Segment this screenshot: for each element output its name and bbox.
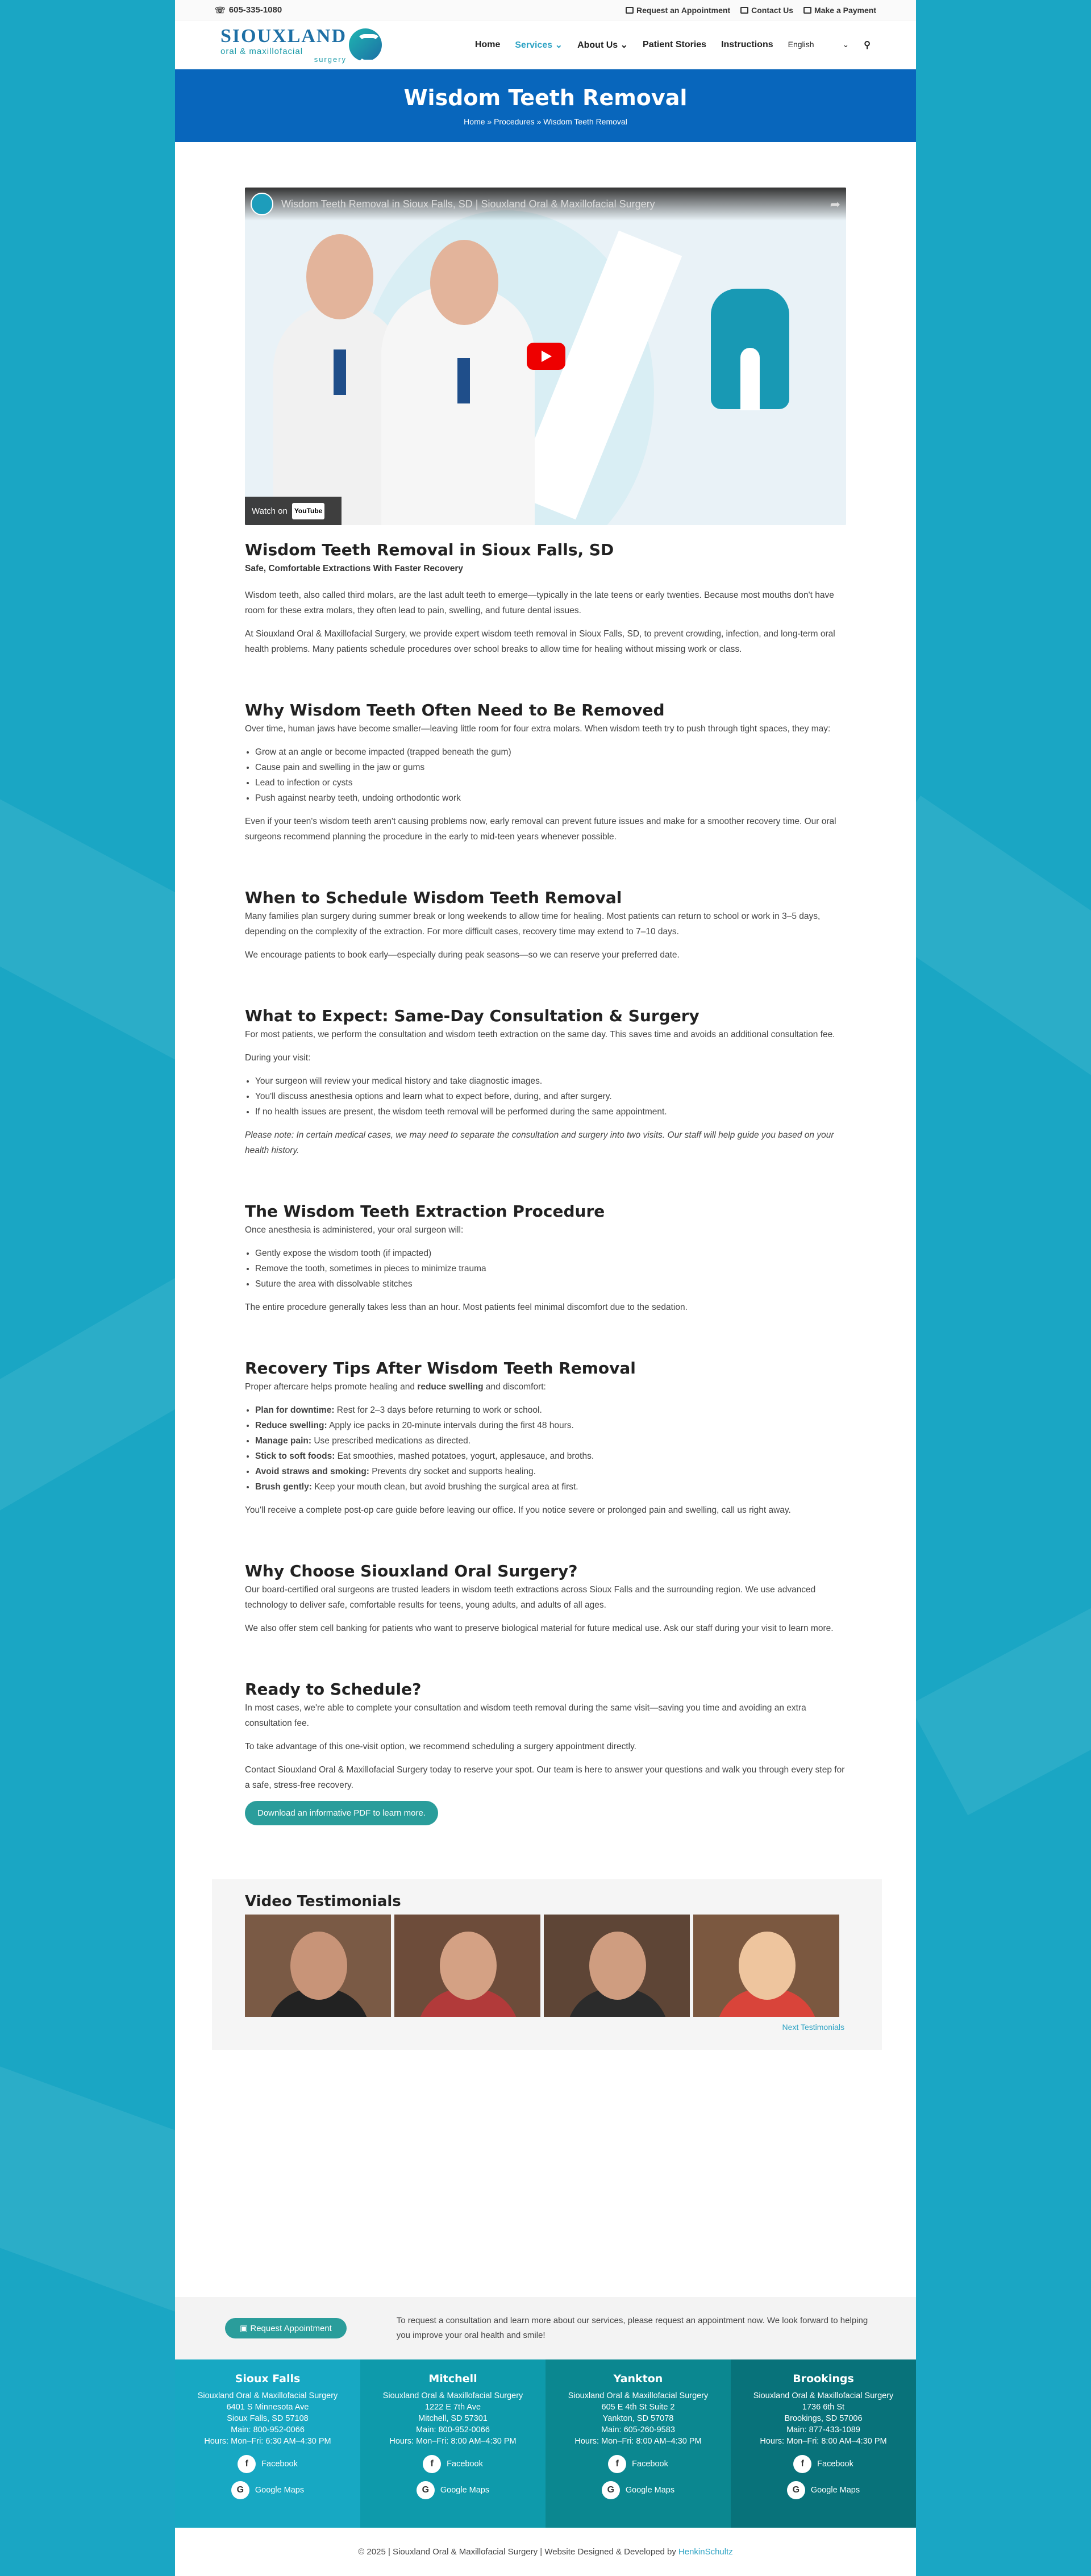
search-icon[interactable]: ⚲	[864, 40, 871, 50]
top-bar	[175, 0, 916, 20]
facebook-icon: f	[423, 2455, 441, 2473]
paragraph: Our board-certified oral surgeons are trusted leaders in wisdom teeth extractions across Sioux Falls and the surrounding region. We use advanced technology to deliver safe, comfortable results for teens, young adults, and adults of all ages.	[245, 1585, 816, 1610]
chevron-down-icon: ⌄	[620, 40, 628, 50]
list-item	[255, 1418, 845, 1433]
text-run: Proper aftercare helps promote healing and	[245, 1382, 418, 1392]
location-yankton	[546, 2359, 731, 2528]
location-hours: Hours: Mon–Fri: 8:00 AM–4:30 PM	[760, 2437, 887, 2446]
location-address: 6401 S Minnesota Ave	[226, 2403, 309, 2412]
google-maps-link[interactable]	[175, 2481, 360, 2499]
nav-instructions[interactable]: Instructions	[721, 39, 773, 49]
google-icon: G	[231, 2481, 249, 2499]
breadcrumb[interactable]: Home » Procedures » Wisdom Teeth Removal	[464, 117, 627, 126]
surgeon-1-tie	[334, 349, 346, 395]
copyright-footer	[175, 2528, 916, 2576]
language-select[interactable]	[788, 40, 850, 49]
request-appointment-button-label: Request Appointment	[250, 2324, 332, 2333]
facebook-link[interactable]	[546, 2455, 731, 2473]
calendar-icon: ▣	[240, 2324, 248, 2333]
testimonials-title: Video Testimonials	[245, 1893, 401, 1910]
request-appointment-label: Request an Appointment	[636, 5, 731, 15]
bullet-list	[255, 744, 845, 806]
paragraph: We encourage patients to book early—especially during peak seasons—so we can reserve your preferred date.	[245, 950, 680, 960]
paragraph	[245, 1379, 845, 1395]
section-subtitle: Safe, Comfortable Extractions With Faster Recovery	[245, 564, 464, 573]
person-face	[440, 1932, 497, 2000]
location-address: 1736 6th St	[802, 2403, 845, 2412]
google-icon: G	[602, 2481, 620, 2499]
location-sioux-falls	[175, 2359, 360, 2528]
chevron-down-icon: ⌄	[555, 40, 563, 50]
google-maps-label: Google Maps	[440, 2486, 490, 2495]
testimonial-video-4[interactable]	[693, 1915, 839, 2017]
facebook-icon: f	[238, 2455, 256, 2473]
location-phone[interactable]: Main: 800-952-0066	[231, 2425, 305, 2434]
google-maps-label: Google Maps	[810, 2486, 860, 2495]
tip-key: Plan for downtime:	[255, 1405, 335, 1415]
tip-key: Stick to soft foods:	[255, 1451, 335, 1461]
location-phone[interactable]: Main: 800-952-0066	[416, 2425, 490, 2434]
download-pdf-button[interactable]: Download an informative PDF to learn more.	[245, 1801, 438, 1825]
testimonial-video-3[interactable]	[544, 1915, 690, 2017]
list-item: • Push against nearby teeth, undoing orthodontic work	[255, 790, 845, 806]
list-item	[255, 1449, 845, 1464]
play-button[interactable]	[527, 343, 565, 370]
logo-line-1: SIOUXLAND	[220, 25, 347, 47]
chevron-down-icon: ⌄	[842, 40, 850, 49]
google-maps-label: Google Maps	[255, 2486, 305, 2495]
facebook-link[interactable]	[731, 2455, 916, 2473]
make-payment-label: Make a Payment	[814, 5, 876, 15]
tip-value: Keep your mouth clean, but avoid brushing the surgical area at first.	[311, 1482, 578, 1492]
request-appointment-link[interactable]	[626, 6, 730, 15]
video-player[interactable]	[245, 188, 846, 525]
page-container	[175, 0, 916, 2576]
paragraph: For most patients, we perform the consultation and wisdom teeth extraction on the same day. This saves time and avoids an additional consultation fee.	[245, 1030, 835, 1039]
copyright-text: © 2025 | Siouxland Oral & Maxillofacial Surgery | Website Designed & Developed by	[358, 2547, 676, 2557]
location-name: Yankton	[613, 2373, 663, 2385]
cta-text: To request a consultation and learn more about our services, please request an appointment now. We look forward to helping you improve your oral health and smile!	[396, 2316, 868, 2340]
location-city: Brookings, SD 57006	[784, 2414, 863, 2423]
list-item	[255, 1479, 845, 1495]
paragraph: Even if your teen's wisdom teeth aren't causing problems now, early removal can prevent future issues and make for a smoother recovery time. Our oral surgeons recommend planning the procedure in the early to mid-teen years whenever possible.	[245, 817, 836, 842]
tooth-icon	[711, 289, 789, 409]
tip-value: Rest for 2–3 days before returning to work or school.	[334, 1405, 542, 1415]
testimonial-video-2[interactable]	[394, 1915, 540, 2017]
list-item	[255, 1433, 845, 1449]
location-brookings	[731, 2359, 916, 2528]
phone-icon: ☏	[215, 5, 226, 15]
facebook-label: Facebook	[817, 2460, 853, 2469]
list-item: • Lead to infection or cysts	[255, 775, 845, 790]
paragraph: Over time, human jaws have become smaller—leaving little room for four extra molars. When wisdom teeth try to push through tight spaces, they may:	[245, 724, 831, 734]
site-logo[interactable]	[220, 27, 382, 63]
watch-on-youtube-button[interactable]	[245, 497, 342, 525]
person-face	[739, 1932, 796, 2000]
location-name: Sioux Falls	[235, 2373, 301, 2385]
phone-link[interactable]	[215, 5, 282, 15]
tip-key: Avoid straws and smoking:	[255, 1467, 369, 1476]
location-name: Mitchell	[428, 2373, 477, 2385]
section-title-when-schedule: When to Schedule Wisdom Teeth Removal	[245, 888, 622, 907]
facebook-icon: f	[608, 2455, 626, 2473]
facebook-link[interactable]	[360, 2455, 546, 2473]
google-maps-link[interactable]	[360, 2481, 546, 2499]
facebook-label: Facebook	[261, 2460, 298, 2469]
google-maps-link[interactable]	[546, 2481, 731, 2499]
bullet-list	[255, 1246, 845, 1292]
location-phone[interactable]: Main: 877-433-1089	[786, 2425, 860, 2434]
location-mitchell	[360, 2359, 546, 2528]
nav-services-label: Services	[515, 40, 553, 50]
list-item: • Your surgeon will review your medical history and take diagnostic images.	[255, 1073, 845, 1089]
section-title-why-removed: Why Wisdom Teeth Often Need to Be Removed	[245, 701, 665, 719]
google-maps-label: Google Maps	[625, 2486, 675, 2495]
surgeon-1-face	[306, 234, 373, 319]
bullet-list	[255, 1073, 845, 1120]
facebook-icon: f	[793, 2455, 811, 2473]
watch-on-label: Watch on	[252, 506, 288, 516]
section-title-recovery: Recovery Tips After Wisdom Teeth Removal	[245, 1359, 636, 1378]
surgeon-2-tie	[457, 358, 470, 403]
tip-key: Brush gently:	[255, 1482, 312, 1492]
envelope-icon	[740, 7, 748, 14]
paragraph: We also offer stem cell banking for patients who want to preserve biological material for future medical use. Ask our staff during your visit to learn more.	[245, 1624, 834, 1633]
section-title-ready: Ready to Schedule?	[245, 1680, 422, 1699]
appointment-cta	[175, 2297, 916, 2359]
list-item: • Remove the tooth, sometimes in pieces to minimize trauma	[255, 1261, 845, 1276]
nav-services[interactable]	[515, 39, 563, 51]
paragraph: Many families plan surgery during summer break or long weekends to allow time for healing. Most patients can return to school or work in 3–5 days, depending on the complexity of the extraction. For more difficult cases, recovery time may extend to 7–10 days.	[245, 912, 821, 937]
nav-about-us[interactable]	[577, 39, 628, 51]
location-address: 1222 E 7th Ave	[424, 2403, 481, 2412]
paragraph: The entire procedure generally takes less than an hour. Most patients feel minimal discomfort due to the sedation.	[245, 1302, 688, 1312]
main-content	[175, 142, 916, 1825]
video-title-bar	[245, 188, 846, 220]
paragraph: Once anesthesia is administered, your oral surgeon will:	[245, 1225, 464, 1235]
page-title: Wisdom Teeth Removal	[403, 85, 688, 110]
paragraph: At Siouxland Oral & Maxillofacial Surgery, we provide expert wisdom teeth removal in Sioux Falls, SD, to prevent crowding, infection, and long-term oral health problems. Many patients schedule procedures over school breaks to allow time for healing without missing work or class.	[245, 629, 835, 654]
tip-value: Use prescribed medications as directed.	[311, 1436, 471, 1446]
location-practice: Siouxland Oral & Maxillofacial Surgery	[197, 2391, 338, 2400]
logo-line-3: surgery	[314, 55, 347, 64]
paragraph: Contact Siouxland Oral & Maxillofacial Surgery today to reserve your spot. Our team is here to answer your questions and walk you through every step for a safe, stress-free recovery.	[245, 1765, 845, 1790]
person-face	[290, 1932, 347, 2000]
location-phone[interactable]: Main: 605-260-9583	[601, 2425, 675, 2434]
paragraph: Wisdom teeth, also called third molars, are the last adult teeth to emerge—typically in the late teens or early twenties. Because most mouths don't have room for these extra molars, they often lead to pain, swelling, and future dental issues.	[245, 590, 834, 615]
tip-value: Prevents dry socket and supports healing.	[369, 1467, 536, 1476]
tip-value: Apply ice packs in 20-minute intervals during the first 48 hours.	[327, 1421, 574, 1430]
facebook-label: Facebook	[447, 2460, 483, 2469]
request-appointment-button[interactable]	[225, 2318, 347, 2338]
paragraph: To take advantage of this one-visit option, we recommend scheduling a surgery appointment directly.	[245, 1742, 636, 1751]
main-nav	[175, 20, 916, 69]
list-item	[255, 1464, 845, 1479]
person-face	[589, 1932, 646, 2000]
nav-about-label: About Us	[577, 40, 618, 50]
bold-text: reduce swelling	[417, 1382, 484, 1392]
section-title-intro: Wisdom Teeth Removal in Sioux Falls, SD	[245, 540, 614, 559]
google-maps-link[interactable]	[731, 2481, 916, 2499]
logo-mark-icon	[349, 28, 382, 61]
nav-home[interactable]: Home	[474, 39, 501, 49]
location-city: Mitchell, SD 57301	[418, 2414, 488, 2423]
contact-us-link[interactable]	[740, 6, 793, 15]
next-testimonials-link[interactable]: Next Testimonials	[782, 2022, 844, 2032]
contact-us-label: Contact Us	[751, 5, 794, 15]
channel-avatar[interactable]	[251, 193, 273, 215]
language-label: English	[788, 40, 814, 49]
location-practice: Siouxland Oral & Maxillofacial Surgery	[568, 2391, 709, 2400]
list-item: • If no health issues are present, the wisdom teeth removal will be performed during the same appointment.	[255, 1104, 845, 1120]
logo-line-2: oral & maxillofacial	[220, 46, 303, 56]
testimonial-video-1[interactable]	[245, 1915, 391, 2017]
location-address: 605 E 4th St Suite 2	[601, 2403, 675, 2412]
paragraph: In most cases, we're able to complete your consultation and wisdom teeth removal during the same visit—saving you time and avoiding an extra consultation fee.	[245, 1703, 806, 1728]
youtube-logo: YouTube	[292, 503, 325, 519]
location-hours: Hours: Mon–Fri: 8:00 AM–4:30 PM	[574, 2437, 702, 2446]
location-practice: Siouxland Oral & Maxillofacial Surgery	[382, 2391, 523, 2400]
text-run: and discomfort:	[483, 1382, 546, 1392]
tip-key: Manage pain:	[255, 1436, 312, 1446]
list-item	[255, 1403, 845, 1418]
location-name: Brookings	[793, 2373, 854, 2385]
calendar-icon	[626, 7, 634, 14]
share-icon[interactable]: ➦	[830, 197, 840, 211]
surgeon-2-face	[430, 240, 498, 325]
location-practice: Siouxland Oral & Maxillofacial Surgery	[753, 2391, 894, 2400]
google-icon: G	[787, 2481, 805, 2499]
facebook-label: Facebook	[632, 2460, 668, 2469]
google-icon: G	[417, 2481, 435, 2499]
nav-patient-stories[interactable]: Patient Stories	[643, 39, 707, 49]
list-item: • Gently expose the wisdom tooth (if impacted)	[255, 1246, 845, 1261]
paragraph: You'll receive a complete post-op care guide before leaving our office. If you notice severe or prolonged pain and swelling, call us right away.	[245, 1505, 791, 1515]
location-hours: Hours: Mon–Fri: 8:00 AM–4:30 PM	[389, 2437, 517, 2446]
list-item: • Grow at an angle or become impacted (trapped beneath the gum)	[255, 744, 845, 760]
developer-link[interactable]: HenkinSchultz	[678, 2547, 733, 2557]
section-title-why-choose: Why Choose Siouxland Oral Surgery?	[245, 1562, 578, 1580]
make-payment-link[interactable]	[803, 6, 876, 15]
location-city: Yankton, SD 57078	[602, 2414, 674, 2423]
tip-value: Eat smoothies, mashed potatoes, yogurt, applesauce, and broths.	[335, 1451, 594, 1461]
location-hours: Hours: Mon–Fri: 6:30 AM–4:30 PM	[204, 2437, 331, 2446]
card-icon	[803, 7, 811, 14]
facebook-link[interactable]	[175, 2455, 360, 2473]
paragraph: During your visit:	[245, 1053, 311, 1063]
section-title-procedure: The Wisdom Teeth Extraction Procedure	[245, 1202, 605, 1221]
locations-footer	[175, 2359, 916, 2528]
italic-note: Please note: In certain medical cases, we may need to separate the consultation and surgery into two visits. Our staff will help guide you based on your health history.	[245, 1130, 834, 1155]
tip-key: Reduce swelling:	[255, 1421, 327, 1430]
location-city: Sioux Falls, SD 57108	[227, 2414, 309, 2423]
section-title-what-to-expect: What to Expect: Same-Day Consultation & Surgery	[245, 1006, 699, 1025]
list-item: • You'll discuss anesthesia options and learn what to expect before, during, and after surgery.	[255, 1089, 845, 1104]
list-item: • Suture the area with dissolvable stitches	[255, 1276, 845, 1292]
video-title[interactable]: Wisdom Teeth Removal in Sioux Falls, SD | Siouxland Oral & Maxillofacial Surgery	[281, 198, 655, 210]
phone-number: 605-335-1080	[228, 5, 282, 15]
list-item: • Cause pain and swelling in the jaw or gums	[255, 760, 845, 775]
video-testimonials	[212, 1879, 882, 2050]
page-hero	[175, 69, 916, 142]
recovery-tips-list	[255, 1403, 845, 1495]
